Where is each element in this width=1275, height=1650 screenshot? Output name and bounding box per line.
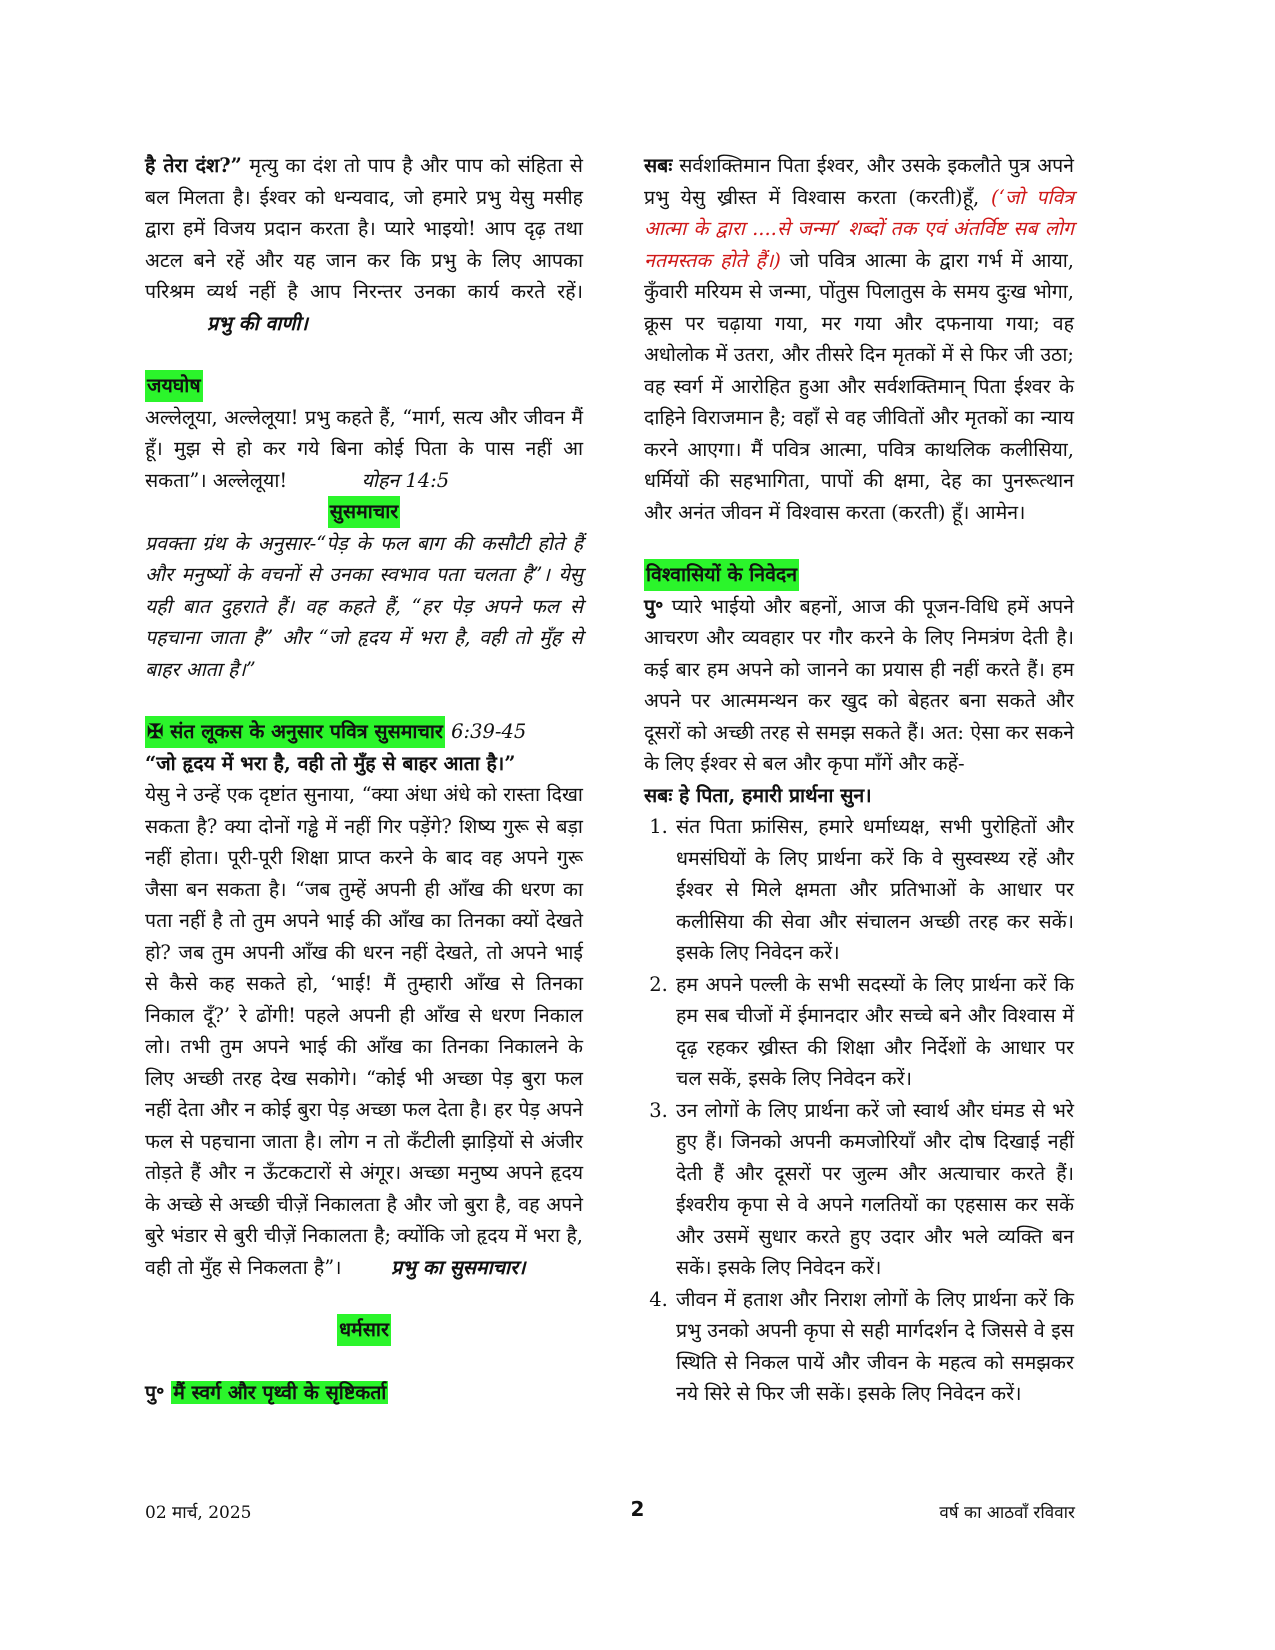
acclamation-heading: जयघोष bbox=[145, 370, 203, 402]
intro-bold: है तेरा दंश?” bbox=[145, 154, 242, 177]
intercession-list bbox=[644, 811, 1074, 1410]
intro-closing: प्रभु की वाणी। bbox=[207, 311, 308, 335]
creed-all-prefix: सबः bbox=[644, 154, 673, 177]
creed-first-line bbox=[145, 1377, 583, 1409]
gospel-closing: प्रभु का सुसमाचार। bbox=[391, 1255, 526, 1279]
gospel-title: “जो हृदय में भरा है, वही तो मुँह से बाहर आता है।” bbox=[145, 751, 516, 775]
intercessions-intro: पु॰ प्यारे भाईयो और बहनों, आज की पूजन-विधि हमें अपने आचरण और व्यवहार पर गौर करने के लिए निमत्रंण देती है। कई बार हम अपने को जानने का प्रयास ही नहीं करते हैं। हम अपने पर आत्ममन्थन कर खुद को बेहतर बना सकते और दूसरों को अच्छी तरह से समझ सकते हैं। अत: ऐसा कर सकने के लिए ईश्वर से बल और कृपा माँगें और कहें- bbox=[644, 594, 1074, 775]
cross-icon: ✠ bbox=[147, 720, 164, 743]
second-reading-end bbox=[145, 150, 583, 339]
gospel-intro-text: प्रवक्ता ग्रंथ के अनुसार-“पेड़ के फल बाग की कसौटी होते हैं और मनुष्यों के वचनों से उनका स्वभाव पता चलता है”। येसु यही बात दुहराते हैं। वह कहते हैं, “हर पेड़ अपने फल से पहचाना जाता है” और “जो हृदय में भरा है, वही तो मुँह से बाहर आता है।” bbox=[145, 531, 583, 681]
intercessions-heading: विश्वासियों के निवेदन bbox=[644, 559, 799, 591]
footer-date: 02 मार्च, 2025 bbox=[145, 1503, 252, 1523]
gospel-intro-heading: सुसमाचार bbox=[328, 496, 400, 528]
acclamation-reference: योहन 14:5 bbox=[361, 468, 450, 492]
page-number: 2 bbox=[630, 1497, 645, 1521]
acclamation-text: अल्लेलूया, अल्लेलूया! प्रभु कहते हैं, “मार्ग, सत्य और जीवन मैं हूँ। मुझ से हो कर गये बिना कोई पिता के पास नहीं आ सकता”। अल्लेलूया! योहन 14:5 bbox=[145, 405, 583, 492]
left-column bbox=[145, 150, 583, 1408]
creed-line: मैं स्वर्ग और पृथ्वी के सृष्टिकर्ता bbox=[173, 1380, 387, 1404]
intro-text: मृत्यु का दंश तो पाप है और पाप को संहिता से बल मिलता है। ईश्वर को धन्यवाद, जो हमारे प्रभु येसु मसीह द्वारा हमें विजय प्रदान करता है। प्यारे भाइयो! आप दृढ़ तथा अटल बने रहें और यह जान कर कि प्रभु के लिए आपका परिश्रम व्यर्थ नहीं है आप निरन्तर उनका कार्य करते रहें। bbox=[145, 154, 583, 303]
gospel-heading-line bbox=[145, 716, 583, 748]
right-column bbox=[644, 150, 1074, 1410]
intercession-item: 1. संत पिता फ्रांसिस, हमारे धर्माध्यक्ष, सभी पुरोहितों और धमसंघियों के लिए प्रार्थना करें कि वे सुस्वस्थ्य रहें और ईश्वर से मिले क्षमता और प्रतिभाओं के आधार पर कलीसिया की सेवा और संचालन अच्छी तरह कर सकें। इसके लिए निवेदन करें। bbox=[674, 811, 1074, 969]
intercession-item: 4. जीवन में हताश और निराश लोगों के लिए प्रार्थना करें कि प्रभु उनको अपनी कृपा से सही मार्गदर्शन दे जिससे वे इस स्थिति से निकल पायें और जीवन के महत्व को समझकर नये सिरे से फिर जी सकें। इसके लिए निवेदन करें। bbox=[674, 1284, 1074, 1410]
footer-title: वर्ष का आठवाँ रविवार bbox=[939, 1503, 1075, 1523]
creed-prefix: पु॰ bbox=[145, 1380, 165, 1404]
intercessions-prefix: पु॰ bbox=[644, 594, 664, 618]
creed-heading: धर्मसार bbox=[337, 1314, 391, 1346]
creed-all: सबः सर्वशक्तिमान पिता ईश्वर, और उसके इकलौते पुत्र अपने प्रभु येसु ख्रीस्त में विश्वास करता (करती)हूँ, (‘जो पवित्र आत्मा के द्वारा ....से जन्मा’ शब्दों तक एवं अंतर्विष्ट सब लोग नतमस्तक होते हैं।) जो पवित्र आत्मा के द्वारा गर्भ में आया, कुँवारी मरियम से जन्मा, पोंतुस पिलातुस के समय दुःख भोगा, क्रूस पर चढ़ाया गया, मर गया और दफनाया गया; वह अधोलोक में उतरा, और तीसरे दिन मृतकों में से फिर जी उठा; वह स्वर्ग में आरोहित हुआ और सर्वशक्तिमान् पिता ईश्वर के दाहिने विराजमान है; वहाँ से वह जीवितों और मृतकों का न्याय करने आएगा। मैं पवित्र आत्मा, पवित्र काथलिक कलीसिया, धर्मियों की सहभागिता, पापों की क्षमा, देह का पुनरूत्थान और अनंत जीवन में विश्वास करता (करती) हूँ। आमेन। bbox=[644, 154, 1075, 524]
intercession-item: 2. हम अपने पल्ली के सभी सदस्यों के लिए प्रार्थना करें कि हम सब चीजों में ईमानदार और सच्चे बने और विश्वास में दृढ़ रहकर ख्रीस्त की शिक्षा और निर्देशों के आधार पर चल सकें, इसके लिए निवेदन करें। bbox=[674, 969, 1074, 1095]
intercessions-response: सबः हे पिता, हमारी प्रार्थना सुन। bbox=[644, 783, 872, 807]
gospel-heading: ✠ संत लूकस के अनुसार पवित्र सुसमाचार bbox=[145, 716, 445, 748]
creed-rubric: (‘जो पवित्र आत्मा के द्वारा ....से जन्मा’ शब्दों तक एवं अंतर्विष्ट सब लोग नतमस्तक होते हैं।) bbox=[644, 185, 1074, 272]
gospel-reference: 6:39-45 bbox=[451, 720, 527, 743]
intercession-item: 3. उन लोगों के लिए प्रार्थना करें जो स्वार्थ और घंमड से भरे हुए हैं। जिनको अपनी कमजोरियाँ और दोष दिखाई नहीं देती हैं और दूसरों पर जुल्म और अत्याचार करते हैं। ईश्वरीय कृपा से वे अपने गलतियों का एहसास कर सकें और उसमें सुधार करते हुए उदार और भले व्यक्ति बन सकें। इसके लिए निवेदन करें। bbox=[674, 1095, 1074, 1284]
gospel-text: येसु ने उन्हें एक दृष्टांत सुनाया, “क्या अंधा अंधे को रास्ता दिखा सकता है? क्या दोनों गड्ढे में नहीं गिर पड़ेंगे? शिष्य गुरू से बड़ा नहीं होता। पूरी-पूरी शिक्षा प्राप्त करने के बाद वह अपने गुरू जैसा बन सकता है। “जब तुम्हें अपनी ही आँख की धरण का पता नहीं है तो तुम अपने भाई की आँख का तिनका क्यों देखते हो? जब तुम अपनी आँख की धरन नहीं देखते, तो अपने भाई से कैसे कह सकते हो, ‘भाई! मैं तुम्हारी आँख से तिनका निकाल दूँ?’ रे ढोंगी! पहले अपनी ही आँख से धरण निकाल लो। तभी तुम अपने भाई की आँख का तिनका निकालने के लिए अच्छी तरह देख सकोगे। “कोई भी अच्छा पेड़ बुरा फल नहीं देता और न कोई बुरा पेड़ अच्छा फल देता है। हर पेड़ अपने फल से पहचाना जाता है। लोग न तो कँटीली झाड़ियों से अंजीर तोड़ते हैं और न ऊँटकटारों से अंगूर। अच्छा मनुष्य अपने हृदय के अच्छे से अच्छी चीज़ें निकालता है और जो बुरा है, वह अपने बुरे भंडार से बुरी चीज़ें निकालता है; क्योंकि जो हृदय में भरा है, वही तो मुँह से निकलता है”। प्रभु का सुसमाचार। bbox=[145, 783, 583, 1279]
